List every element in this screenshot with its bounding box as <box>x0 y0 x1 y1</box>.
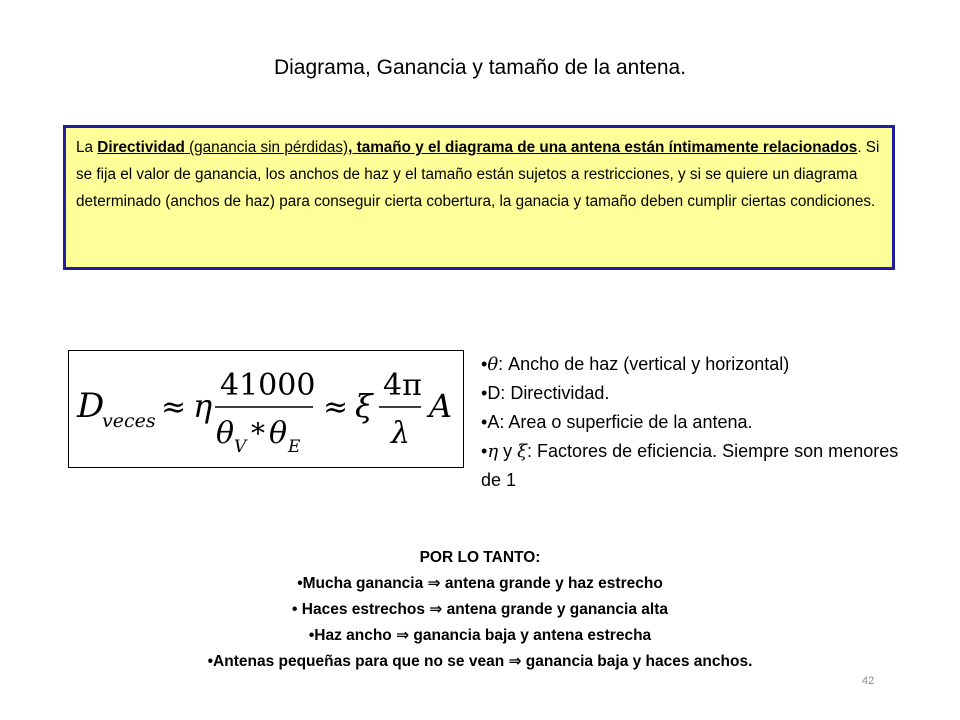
bullet: • <box>481 441 488 461</box>
formula-approx-1: ≈ <box>161 390 187 425</box>
def-theta <box>481 350 911 379</box>
def-efficiency <box>481 437 911 495</box>
bullet: • <box>481 354 488 374</box>
formula-sub-e: E <box>288 437 301 457</box>
bullet: • <box>308 627 315 644</box>
intro-relation: , tamaño y el diagrama de una antena están íntimamente relacionados <box>348 139 858 156</box>
def-y-text: y <box>498 441 518 461</box>
formula-sub-veces: veces <box>102 410 156 432</box>
definitions-list <box>481 350 911 495</box>
bullet: • <box>207 653 214 670</box>
formula-xi: ξ <box>355 387 373 425</box>
conclusion-line-2 <box>0 597 960 623</box>
def-a <box>481 408 911 437</box>
def-theta-text: : Ancho de haz (vertical y horizontal) <box>498 354 790 374</box>
implies-arrow-icon: ⇒ <box>508 653 522 670</box>
intro-ganancia-note: (ganancia sin pérdidas) <box>184 139 349 156</box>
intro-directividad: Directividad <box>97 139 185 156</box>
bullet: • <box>292 601 298 618</box>
intro-paragraph <box>76 134 882 215</box>
conclusion-line-3-b: ganancia baja y antena estrecha <box>409 627 652 644</box>
def-d <box>481 379 911 408</box>
def-eff-text: : Factores de eficiencia. Siempre son menores de 1 <box>481 441 899 490</box>
conclusion-line-1 <box>0 571 960 597</box>
conclusion-line-3 <box>0 623 960 649</box>
formula-numerator: 41000 <box>220 368 316 403</box>
formula-four-pi: 4π <box>383 368 422 403</box>
def-a-text: A: Area o superficie de la antena. <box>487 412 753 432</box>
intro-rest: . Si se fija el valor de ganancia, los anchos de haz y el tamaño están sujetos a restricciones, y si se quiere un diagrama determinado (anchos de haz) para conseguir cierta cobertura, la ganacia y tamaño deben cumplir ciertas condiciones. <box>76 139 880 210</box>
formula-d: D <box>77 386 105 426</box>
formula-eta: η <box>193 387 213 425</box>
conclusion-block <box>0 545 960 675</box>
conclusion-line-3-a: Haz ancho <box>314 627 397 644</box>
slide-title: Diagrama, Ganancia y tamaño de la antena. <box>273 56 687 79</box>
intro-part-1: La <box>76 139 98 156</box>
conclusion-heading: POR LO TANTO: <box>419 549 541 566</box>
implies-arrow-icon: ⇒ <box>396 627 410 644</box>
formula-box <box>68 350 464 468</box>
formula-a: A <box>429 387 453 425</box>
page-number: 42 <box>862 675 875 687</box>
formula-star: * <box>251 417 265 450</box>
intro-box <box>63 125 895 270</box>
conclusion-line-4-a: Antenas pequeñas para que no se vean <box>213 653 509 670</box>
xi-symbol: ξ <box>517 441 528 462</box>
formula-sub-v: V <box>234 437 247 457</box>
def-d-text: D: Directividad. <box>487 383 610 403</box>
eta-symbol: η <box>487 441 499 462</box>
implies-arrow-icon: ⇒ <box>427 575 441 592</box>
conclusion-line-4-b: ganancia baja y haces anchos. <box>521 653 753 670</box>
formula-approx-2: ≈ <box>323 390 349 425</box>
formula-theta-e: θ <box>269 416 288 451</box>
conclusion-line-2-a: Haces estrechos <box>297 601 430 618</box>
implies-arrow-icon: ⇒ <box>429 601 443 618</box>
formula-lambda: λ <box>391 416 411 451</box>
theta-symbol: θ <box>487 354 499 375</box>
conclusion-line-1-a: Mucha ganancia <box>302 575 428 592</box>
bullet: • <box>481 412 488 432</box>
directivity-formula <box>69 351 463 467</box>
conclusion-line-4 <box>0 649 960 675</box>
formula-theta-v: θ <box>216 416 235 451</box>
conclusion-line-2-b: antena grande y ganancia alta <box>442 601 668 618</box>
bullet: • <box>481 383 488 403</box>
bullet: • <box>297 575 303 592</box>
conclusion-line-1-b: antena grande y haz estrecho <box>440 575 663 592</box>
